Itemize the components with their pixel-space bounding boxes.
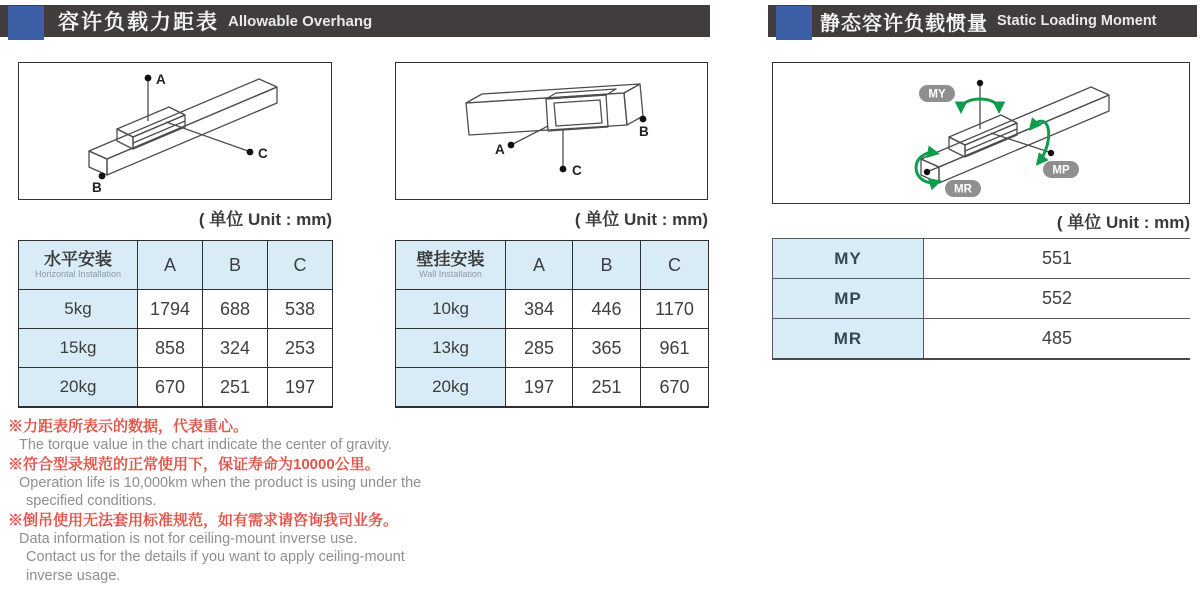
point-c-dot — [560, 166, 567, 173]
my-axis-dot — [977, 80, 983, 86]
unit-label: ( 单位 Unit : mm) — [574, 210, 708, 229]
load-label: 20kg — [19, 368, 138, 408]
load-label: 5kg — [19, 290, 138, 329]
horizontal-installation-diagram — [18, 62, 332, 200]
unit-label: ( 单位 Unit : mm) — [1056, 213, 1190, 232]
note-en: Data information is not for ceiling-mount inverse use. — [19, 530, 358, 547]
moment-label: MY — [773, 239, 924, 279]
note-en: The torque value in the chart indicate the center of gravity. — [19, 437, 392, 453]
static-loading-moment-header — [768, 5, 1197, 37]
value-c: 670 — [641, 368, 709, 408]
load-label: 20kg — [396, 368, 506, 408]
column-header-b: B — [573, 241, 641, 290]
header-title-zh: 容许负载力距表 — [58, 11, 219, 34]
my-badge-label: MY — [928, 88, 946, 101]
mp-rotation-arrow — [1032, 121, 1049, 162]
header-title-en: Static Loading Moment — [997, 13, 1157, 29]
point-c-dot — [247, 149, 254, 156]
moment-label: MR — [773, 319, 924, 360]
note-en: inverse usage. — [26, 567, 121, 584]
table-row — [396, 329, 709, 368]
mr-axis-dot — [924, 169, 930, 175]
value-a: 197 — [506, 368, 573, 408]
load-label: 15kg — [19, 329, 138, 368]
column-header-c: C — [268, 241, 333, 290]
point-a-dot — [508, 142, 515, 149]
table-title-en: Wall Installation — [419, 269, 482, 279]
table-row — [19, 290, 333, 329]
static-moment-table — [772, 238, 1190, 360]
load-label: 10kg — [396, 290, 506, 329]
value-a: 384 — [506, 290, 573, 329]
value-b: 365 — [573, 329, 641, 368]
header-title-zh: 静态容许负载惯量 — [820, 12, 988, 35]
table-title-cell — [396, 241, 506, 290]
moment-value: 551 — [924, 239, 1191, 279]
point-c-label: C — [258, 146, 268, 161]
value-c: 538 — [268, 290, 333, 329]
value-b: 324 — [203, 329, 268, 368]
rail-wall-drawing — [396, 63, 707, 199]
value-c: 1170 — [641, 290, 709, 329]
value-c: 253 — [268, 329, 333, 368]
table-row — [396, 368, 709, 408]
column-header-a: A — [138, 241, 203, 290]
wall-installation-table — [395, 240, 709, 408]
table-row — [773, 319, 1191, 360]
note-en: specified conditions. — [26, 493, 157, 509]
header-accent-square — [776, 6, 812, 40]
point-b-dot — [99, 173, 106, 180]
moment-value: 485 — [924, 319, 1191, 360]
point-b-dot — [640, 116, 647, 123]
note-zh: ※倒吊使用无法套用标准规范，如有需求请咨询我司业务。 — [8, 511, 399, 529]
footnotes — [8, 417, 488, 585]
moment-label: MP — [773, 279, 924, 319]
header-title-en: Allowable Overhang — [228, 12, 373, 30]
point-a-label: A — [495, 142, 505, 157]
note-en: Operation life is 10,000km when the product is using under the — [19, 474, 422, 491]
value-b: 688 — [203, 290, 268, 329]
rail-isometric-drawing — [19, 63, 331, 199]
note-zh: ※力距表所表示的数据，代表重心。 — [8, 418, 249, 435]
column-header-c: C — [641, 241, 709, 290]
value-c: 961 — [641, 329, 709, 368]
table-title-cell — [19, 241, 138, 290]
table-row — [19, 329, 333, 368]
moment-value: 552 — [924, 279, 1191, 319]
note-en: Contact us for the details if you want to apply ceiling-mount — [26, 549, 405, 565]
mr-badge-label: MR — [954, 183, 972, 196]
table-header-row — [396, 241, 709, 290]
column-header-b: B — [203, 241, 268, 290]
point-a-label: A — [156, 72, 166, 87]
table-title-en: Horizontal Installation — [34, 269, 122, 279]
table-row — [773, 279, 1191, 319]
load-label: 13kg — [396, 329, 506, 368]
value-a: 1794 — [138, 290, 203, 329]
value-a: 670 — [138, 368, 203, 408]
header-accent-square — [8, 6, 44, 40]
note-zh: ※符合型录规范的正常使用下，保证寿命为10000公里。 — [8, 455, 380, 473]
mp-badge-label: MP — [1052, 164, 1070, 177]
table-row — [19, 368, 333, 408]
value-b: 251 — [573, 368, 641, 408]
unit-label: ( 单位 Unit : mm) — [198, 210, 332, 229]
column-header-a: A — [506, 241, 573, 290]
horizontal-installation-table — [18, 240, 333, 408]
table-title-zh: 壁挂安装 — [416, 250, 485, 269]
table-row — [773, 239, 1191, 279]
static-moment-diagram — [772, 62, 1190, 204]
allowable-overhang-header — [0, 5, 710, 37]
value-a: 285 — [506, 329, 573, 368]
mp-axis-dot — [1048, 150, 1054, 156]
table-title-zh: 水平安装 — [44, 250, 112, 269]
wall-installation-diagram — [395, 62, 708, 200]
point-a-dot — [145, 75, 152, 82]
value-c: 197 — [268, 368, 333, 408]
table-row — [396, 290, 709, 329]
point-c-label: C — [572, 163, 582, 178]
point-b-label: B — [92, 180, 102, 195]
value-a: 858 — [138, 329, 203, 368]
rail-moment-drawing — [773, 63, 1189, 203]
value-b: 251 — [203, 368, 268, 408]
table-header-row — [19, 241, 333, 290]
value-b: 446 — [573, 290, 641, 329]
point-b-label: B — [639, 124, 649, 139]
